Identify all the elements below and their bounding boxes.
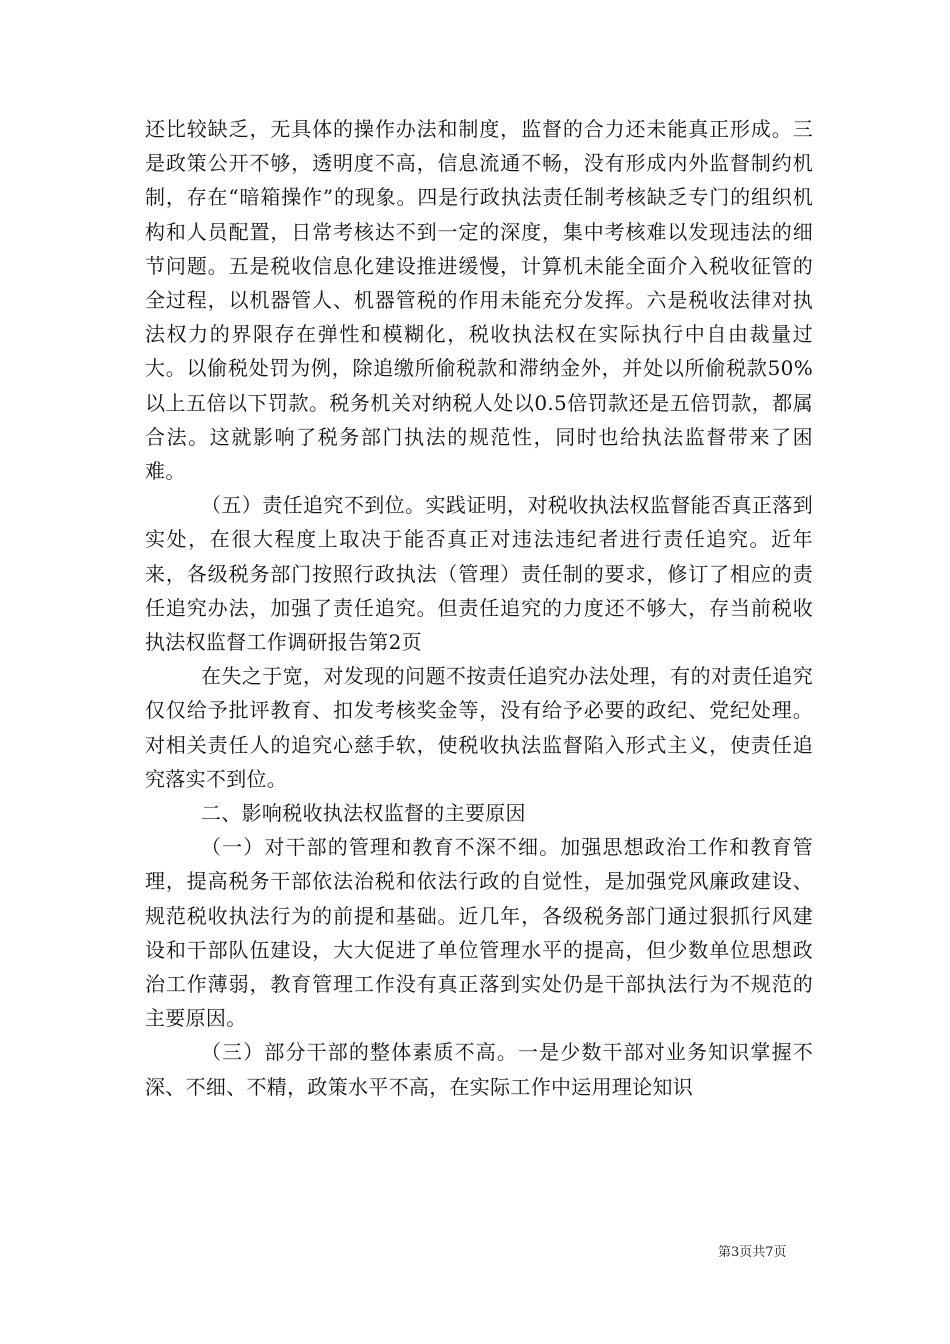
document-body [145,112,813,1104]
paragraph-accountability: （五）责任追究不到位。实践证明，对税收执法权监督能否真正落到实处，在很大程度上取决于能否真正对违法违纪者进行责任追究。近年来，各级税务部门按照行政执法（管理）责任制的要求，修订了相应的责任追究办法，加强了责任追究。但责任追究的力度还不够大，存当前税收执法权监督工作调研报告第2页 [145,493,813,655]
section-heading-causes: 二、影响税收执法权监督的主要原因 [201,801,526,826]
paragraph-cadre-quality: （三）部分干部的整体素质不高。一是少数干部对业务知识掌握不深、不细、不精，政策水平不高，在实际工作中运用理论知识 [145,1040,813,1099]
paragraph-continuation: 还比较缺乏，无具体的操作办法和制度，监督的合力还未能真正形成。三是政策公开不够，透明度不高，信息流通不畅，没有形成内外监督制约机制，存在“暗箱操作”的现象。四是行政执法责任制考核缺乏专门的组织机构和人员配置，日常考核达不到一定的深度，集中考核难以发现违法的细节问题。五是税收信息化建设推进缓慢，计算机未能全面介入税收征管的全过程，以机器管人、机器管税的作用未能充分发挥。六是税收法律对执法权力的界限存在弹性和模糊化，税收执法权在实际执行中自由裁量过大。以偷税处罚为例，除追缴所偷税款和滞纳金外，并处以所偷税款50%以上五倍以下罚款。税务机关对纳税人处以0.5倍罚款还是五倍罚款，都属合法。这就影响了税务部门执法的规范性，同时也给执法监督带来了困难。 [145,117,813,484]
paragraph-cadre-management: （一）对干部的管理和教育不深不细。加强思想政治工作和教育管理，提高税务干部依法治税和依法行政的自觉性，是加强党风廉政建设、规范税收执法行为的前提和基础。近几年，各级税务部门通过狠抓行风建设和干部队伍建设，大大促进了单位管理水平的提高，但少数单位思想政治工作薄弱，教育管理工作没有真正落到实处仍是干部执法行为不规范的主要原因。 [145,835,813,1031]
paragraph-leniency: 在失之于宽，对发现的问题不按责任追究办法处理，有的对责任追究仅仅给予批评教育、扣发考核奖金等，没有给予必要的政纪、党纪处理。对相关责任人的追究心慈手软，使税收执法监督陷入形式主义，使责任追究落实不到位。 [145,664,813,791]
page-number-footer: 第3页共7页 [718,1245,787,1260]
